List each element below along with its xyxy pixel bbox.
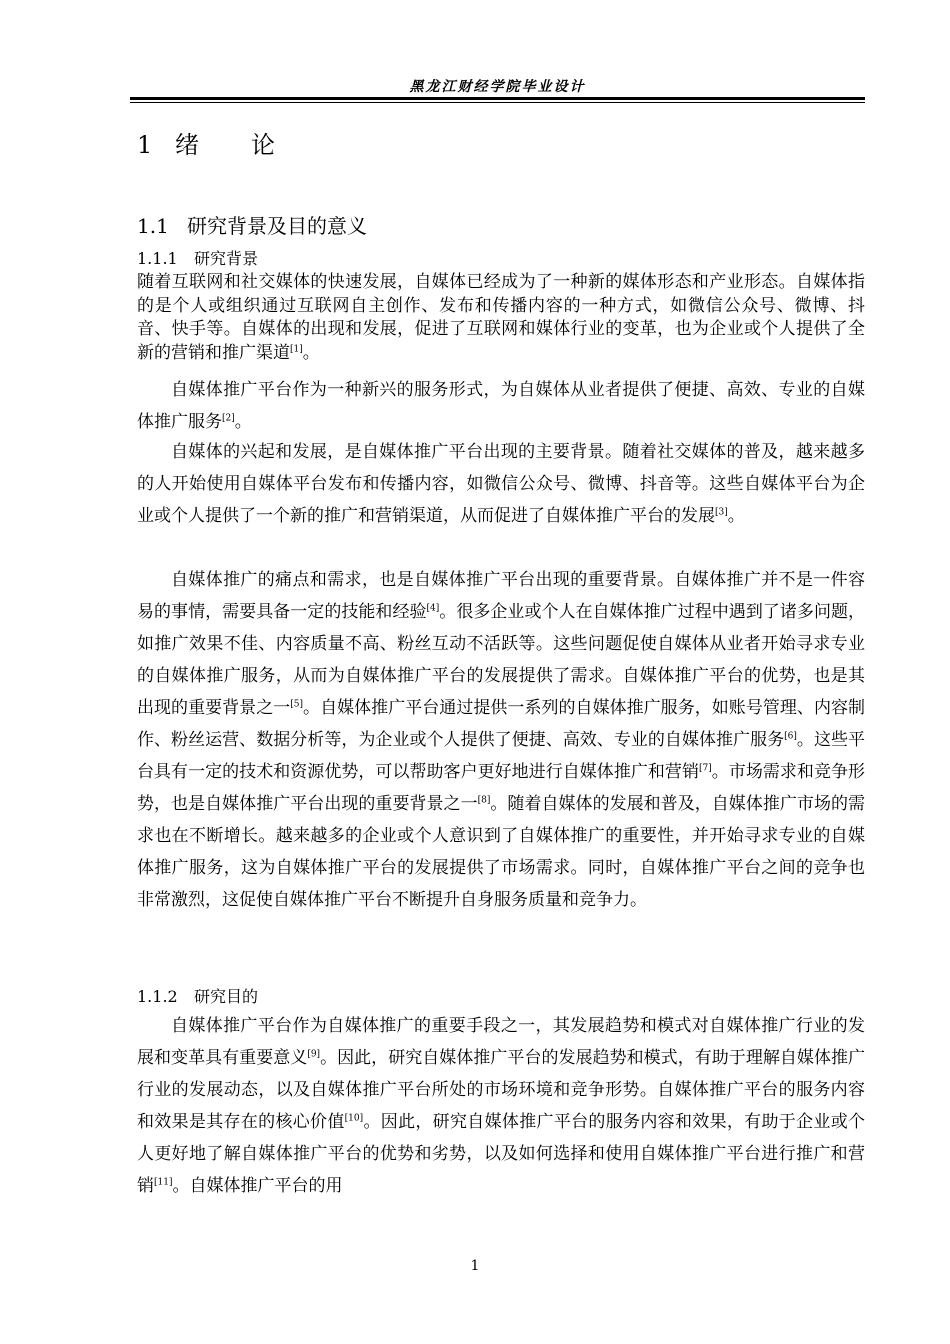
running-header: 黑龙江财经学院毕业设计: [409, 79, 586, 95]
body-paragraph: [137, 271, 865, 365]
paragraph-text: 。市场需求和竞争形势，也是自媒体推广平台出现的重要背景之一: [137, 762, 866, 814]
chapter-title-part-1: 绪: [175, 131, 199, 159]
paragraph-text: 。因此，研究自媒体推广平台的发展趋势和模式，有助于理解自媒体推广行业的发展动态，以及自媒体推广平台所处的市场环境和竞争形势。自媒体推广平台的服务内容和效果是其存在的核心价值: [137, 1048, 866, 1132]
body-paragraph: [137, 1010, 865, 1202]
section-number: 1.1: [137, 214, 169, 238]
paragraph-text: 。自媒体推广平台通过提供一系列的自媒体推广服务，如账号管理、内容制作、粉丝运营、数据分析等，为企业或个人提供了便捷、高效、专业的自媒体推广服务: [137, 698, 866, 750]
body-paragraph: [137, 564, 865, 916]
body-paragraph: [137, 374, 865, 438]
paragraph-text: 。很多企业或个人在自媒体推广过程中遇到了诸多问题，如推广效果不佳、内容质量不高、粉丝互动不活跃等。这些问题促使自媒体从业者开始寻求专业的自媒体推广服务，从而为自媒体推广平台的发展提供了需求。自媒体推广平台的优势，也是其出现的重要背景之一: [137, 602, 866, 718]
header-rule-thin: [130, 102, 865, 103]
citation-ref: [10]: [344, 1113, 364, 1124]
citation-ref: [11]: [154, 1177, 173, 1188]
paragraph-text: 。自媒体推广平台的用: [172, 1176, 343, 1196]
subsection-title: 研究背景: [194, 249, 259, 268]
paragraph-text: 自媒体推广的痛点和需求，也是自媒体推广平台出现的重要背景。自媒体推广并不是一件容易的事情，需要具备一定的技能和经验: [137, 570, 865, 622]
citation-ref: [6]: [784, 731, 797, 742]
paragraph-text: 随着互联网和社交媒体的快速发展，自媒体已经成为了一种新的媒体形态和产业形态。自媒体指的是个人或组织通过互联网自主创作、发布和传播内容的一种方式，如微信公众号、微博、抖音、快手等。自媒体的出现和发展，促进了互联网和媒体行业的变革，也为企业或个人提供了全新的营销和推广渠道: [137, 272, 865, 363]
paragraph-text: 。因此，研究自媒体推广平台的服务内容和效果，有助于企业或个人更好地了解自媒体推广平台的优势和劣势，以及如何选择和使用自媒体推广平台进行推广和营销: [137, 1112, 866, 1196]
chapter-number: 1: [137, 131, 153, 159]
paragraph-text: 自媒体推广平台作为一种新兴的服务形式，为自媒体从业者提供了便捷、高效、专业的自媒体推广服务: [137, 380, 865, 432]
paragraph-text: 自媒体推广平台作为自媒体推广的重要手段之一，其发展趋势和模式对自媒体推广行业的发展和变革具有重要意义: [137, 1016, 865, 1068]
paragraph-text: 。: [302, 342, 320, 363]
citation-ref: [4]: [426, 603, 440, 614]
page-number: 1: [470, 1258, 480, 1274]
paragraph-text: 。随着自媒体的发展和普及，自媒体推广市场的需求也在不断增长。越来越多的企业或个人意识到了自媒体推广的重要性，并开始寻求专业的自媒体推广服务，这为自媒体推广平台的发展提供了市场需求。同时，自媒体推广平台之间的竞争也非常激烈，这促使自媒体推广平台不断提升自身服务质量和竞争力。: [137, 794, 866, 910]
chapter-title-part-2: 论: [251, 131, 275, 159]
section-heading: [137, 210, 367, 239]
paragraph-text: 自媒体的兴起和发展，是自媒体推广平台出现的主要背景。随着社交媒体的普及，越来越多的人开始使用自媒体平台发布和传播内容，如微信公众号、微博、抖音等。这些自媒体平台为企业或个人提供了一个新的推广和营销渠道，从而促进了自媒体推广平台的发展: [137, 442, 865, 526]
citation-ref: [9]: [307, 1049, 321, 1060]
paragraph-text: 。: [234, 412, 252, 432]
subsection-number: 1.1.1: [137, 249, 178, 268]
subsection-heading-1: [137, 246, 258, 269]
subsection-number: 1.1.2: [137, 987, 178, 1006]
paragraph-text: 。这些平台具有一定的技术和资源优势，可以帮助客户更好地进行自媒体推广和营销: [137, 730, 866, 782]
citation-ref: [2]: [222, 413, 235, 424]
citation-ref: [8]: [477, 795, 491, 806]
citation-ref: [7]: [698, 763, 712, 774]
citation-ref: [1]: [290, 343, 303, 354]
paragraph-text: 。: [727, 506, 745, 526]
chapter-heading: [137, 125, 275, 160]
subsection-title: 研究目的: [194, 987, 259, 1006]
header-rule-thick: [130, 97, 865, 100]
body-paragraph: [137, 436, 865, 532]
section-title: 研究背景及目的意义: [187, 214, 367, 238]
citation-ref: [5]: [290, 699, 304, 710]
citation-ref: [3]: [715, 507, 728, 518]
subsection-heading-2: [137, 984, 258, 1007]
